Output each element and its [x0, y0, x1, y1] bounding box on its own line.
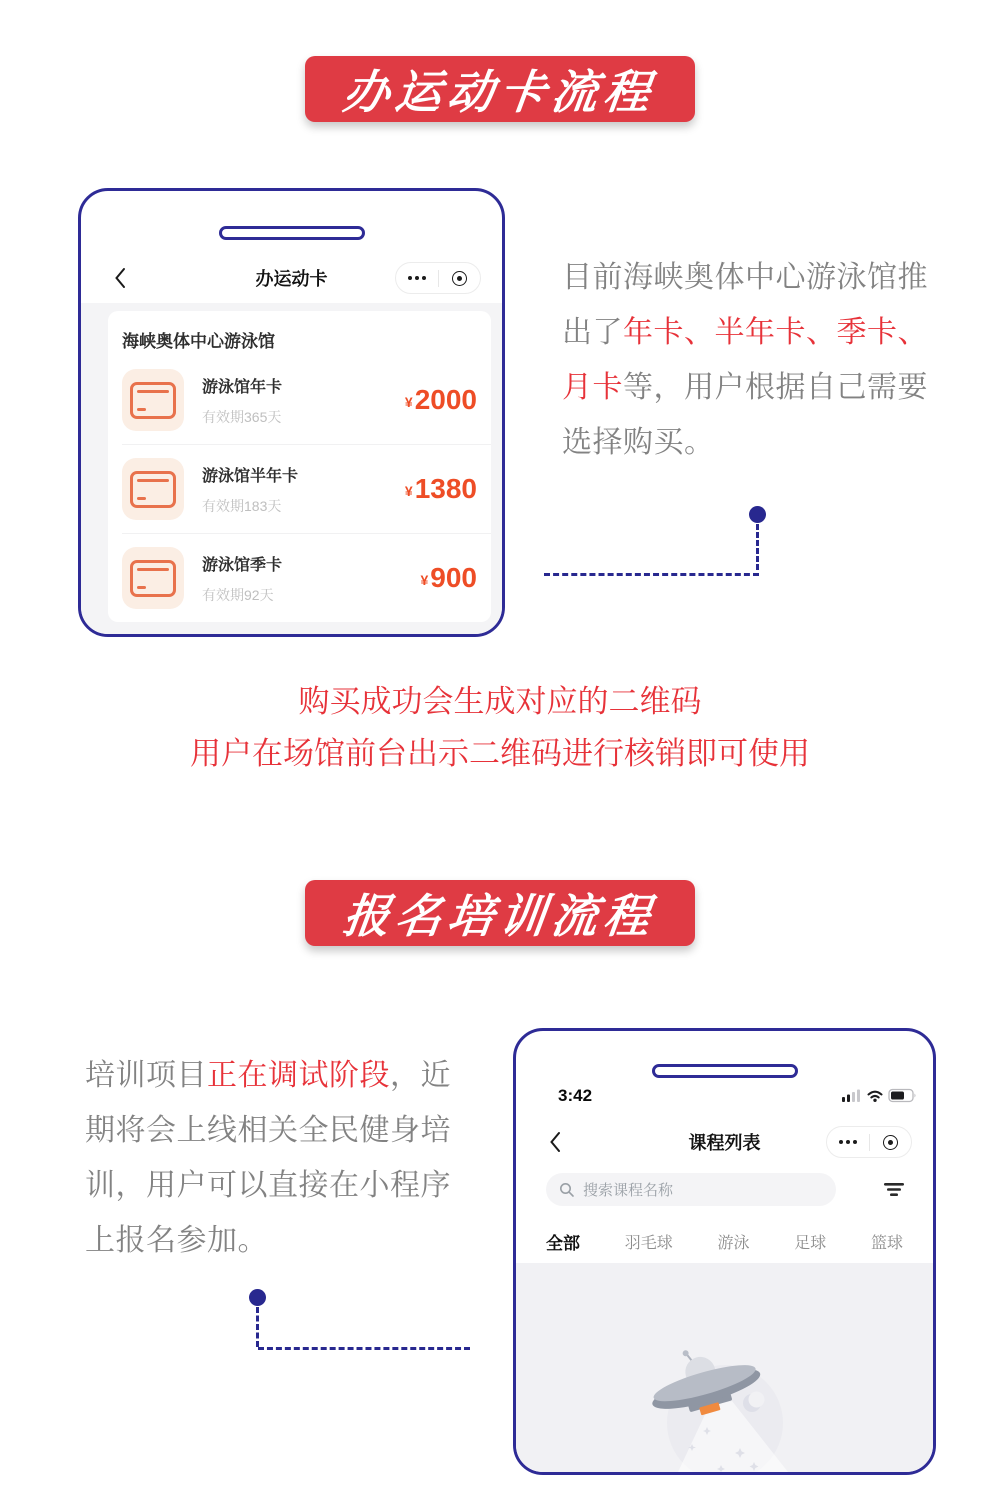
connector-line: [258, 1347, 470, 1350]
section1-description: 目前海峡奥体中心游泳馆推出了年卡、半年卡、季卡、月卡等，用户根据自己需要选择购买。: [562, 261, 928, 459]
venue-title: 海峡奥体中心游泳馆: [122, 332, 275, 351]
card-price: ¥ 2000: [404, 384, 477, 415]
membership-card-icon: [122, 369, 184, 431]
list-item-annual-card[interactable]: [108, 356, 491, 444]
section2-description: 培训项目正在调试阶段，近期将会上线相关全民健身培训，用户可以直接在小程序上报名参加。: [85, 1059, 451, 1257]
close-target-icon[interactable]: [439, 271, 481, 286]
phone-mockup-course-list: [513, 1028, 936, 1475]
connector-line: [256, 1307, 259, 1347]
phone-notch: [219, 226, 365, 240]
menu-dots-icon[interactable]: [396, 276, 438, 280]
card-price: ¥ 900: [420, 562, 477, 593]
card-name: 游泳馆半年卡: [202, 467, 299, 485]
tab-all[interactable]: 全部: [546, 1234, 580, 1253]
phone-notch: [652, 1064, 798, 1078]
page-title: 办运动卡: [255, 269, 328, 289]
card-validity: 有效期183天: [202, 497, 282, 514]
battery-icon: [889, 1090, 916, 1102]
list-item-season-card[interactable]: [108, 534, 491, 622]
search-input[interactable]: [546, 1173, 836, 1206]
wechat-capsule: [395, 262, 481, 294]
empty-state-area: [516, 1263, 933, 1472]
page-title: 课程列表: [688, 1133, 761, 1153]
ufo-empty-state-illustration: [516, 1263, 933, 1472]
section1-banner-title: 办运动卡流程: [340, 66, 659, 118]
phone-mockup-sport-card: [78, 188, 505, 637]
connector-line: [544, 573, 759, 576]
tab-basketball[interactable]: 篮球: [870, 1235, 903, 1252]
card-validity: 有效期365天: [202, 408, 282, 425]
category-tabs: [546, 1229, 903, 1254]
menu-dots-icon[interactable]: [827, 1140, 869, 1144]
status-time: 3:42: [558, 1086, 593, 1105]
wechat-capsule: [826, 1126, 912, 1158]
status-bar: [516, 1085, 933, 1107]
search-row: [546, 1173, 905, 1206]
card-name: 游泳馆季卡: [202, 556, 283, 574]
card-list-screen: [81, 303, 502, 634]
section2-banner-title: 报名培训流程: [340, 890, 659, 942]
card-price: ¥ 1380: [404, 473, 477, 504]
search-placeholder: 搜索课程名称: [583, 1182, 674, 1199]
section2-banner: [305, 880, 695, 946]
venue-card: [108, 311, 491, 622]
cellular-signal-icon: [842, 1090, 860, 1103]
card-name: 游泳馆年卡: [202, 378, 283, 396]
list-item-half-year-card[interactable]: [108, 445, 491, 533]
card-validity: 有效期92天: [202, 586, 274, 603]
tab-badminton[interactable]: 羽毛球: [624, 1235, 673, 1252]
search-icon: [559, 1182, 575, 1198]
navbar: [516, 1125, 933, 1159]
connector-dot: [249, 1289, 266, 1306]
close-target-icon[interactable]: [870, 1135, 912, 1150]
wifi-icon: [869, 1092, 882, 1102]
section1-banner: [305, 56, 695, 122]
connector-line: [756, 524, 759, 570]
connector-dot: [749, 506, 766, 523]
membership-card-icon: [122, 458, 184, 520]
membership-card-icon: [122, 547, 184, 609]
navbar: [81, 261, 502, 295]
tab-swimming[interactable]: 游泳: [717, 1235, 750, 1252]
tab-football[interactable]: 足球: [794, 1235, 827, 1252]
filter-sort-icon[interactable]: [883, 1183, 905, 1197]
qrcode-note: 购买成功会生成对应的二维码 用户在场馆前台出示二维码进行核销即可使用: [190, 684, 810, 771]
